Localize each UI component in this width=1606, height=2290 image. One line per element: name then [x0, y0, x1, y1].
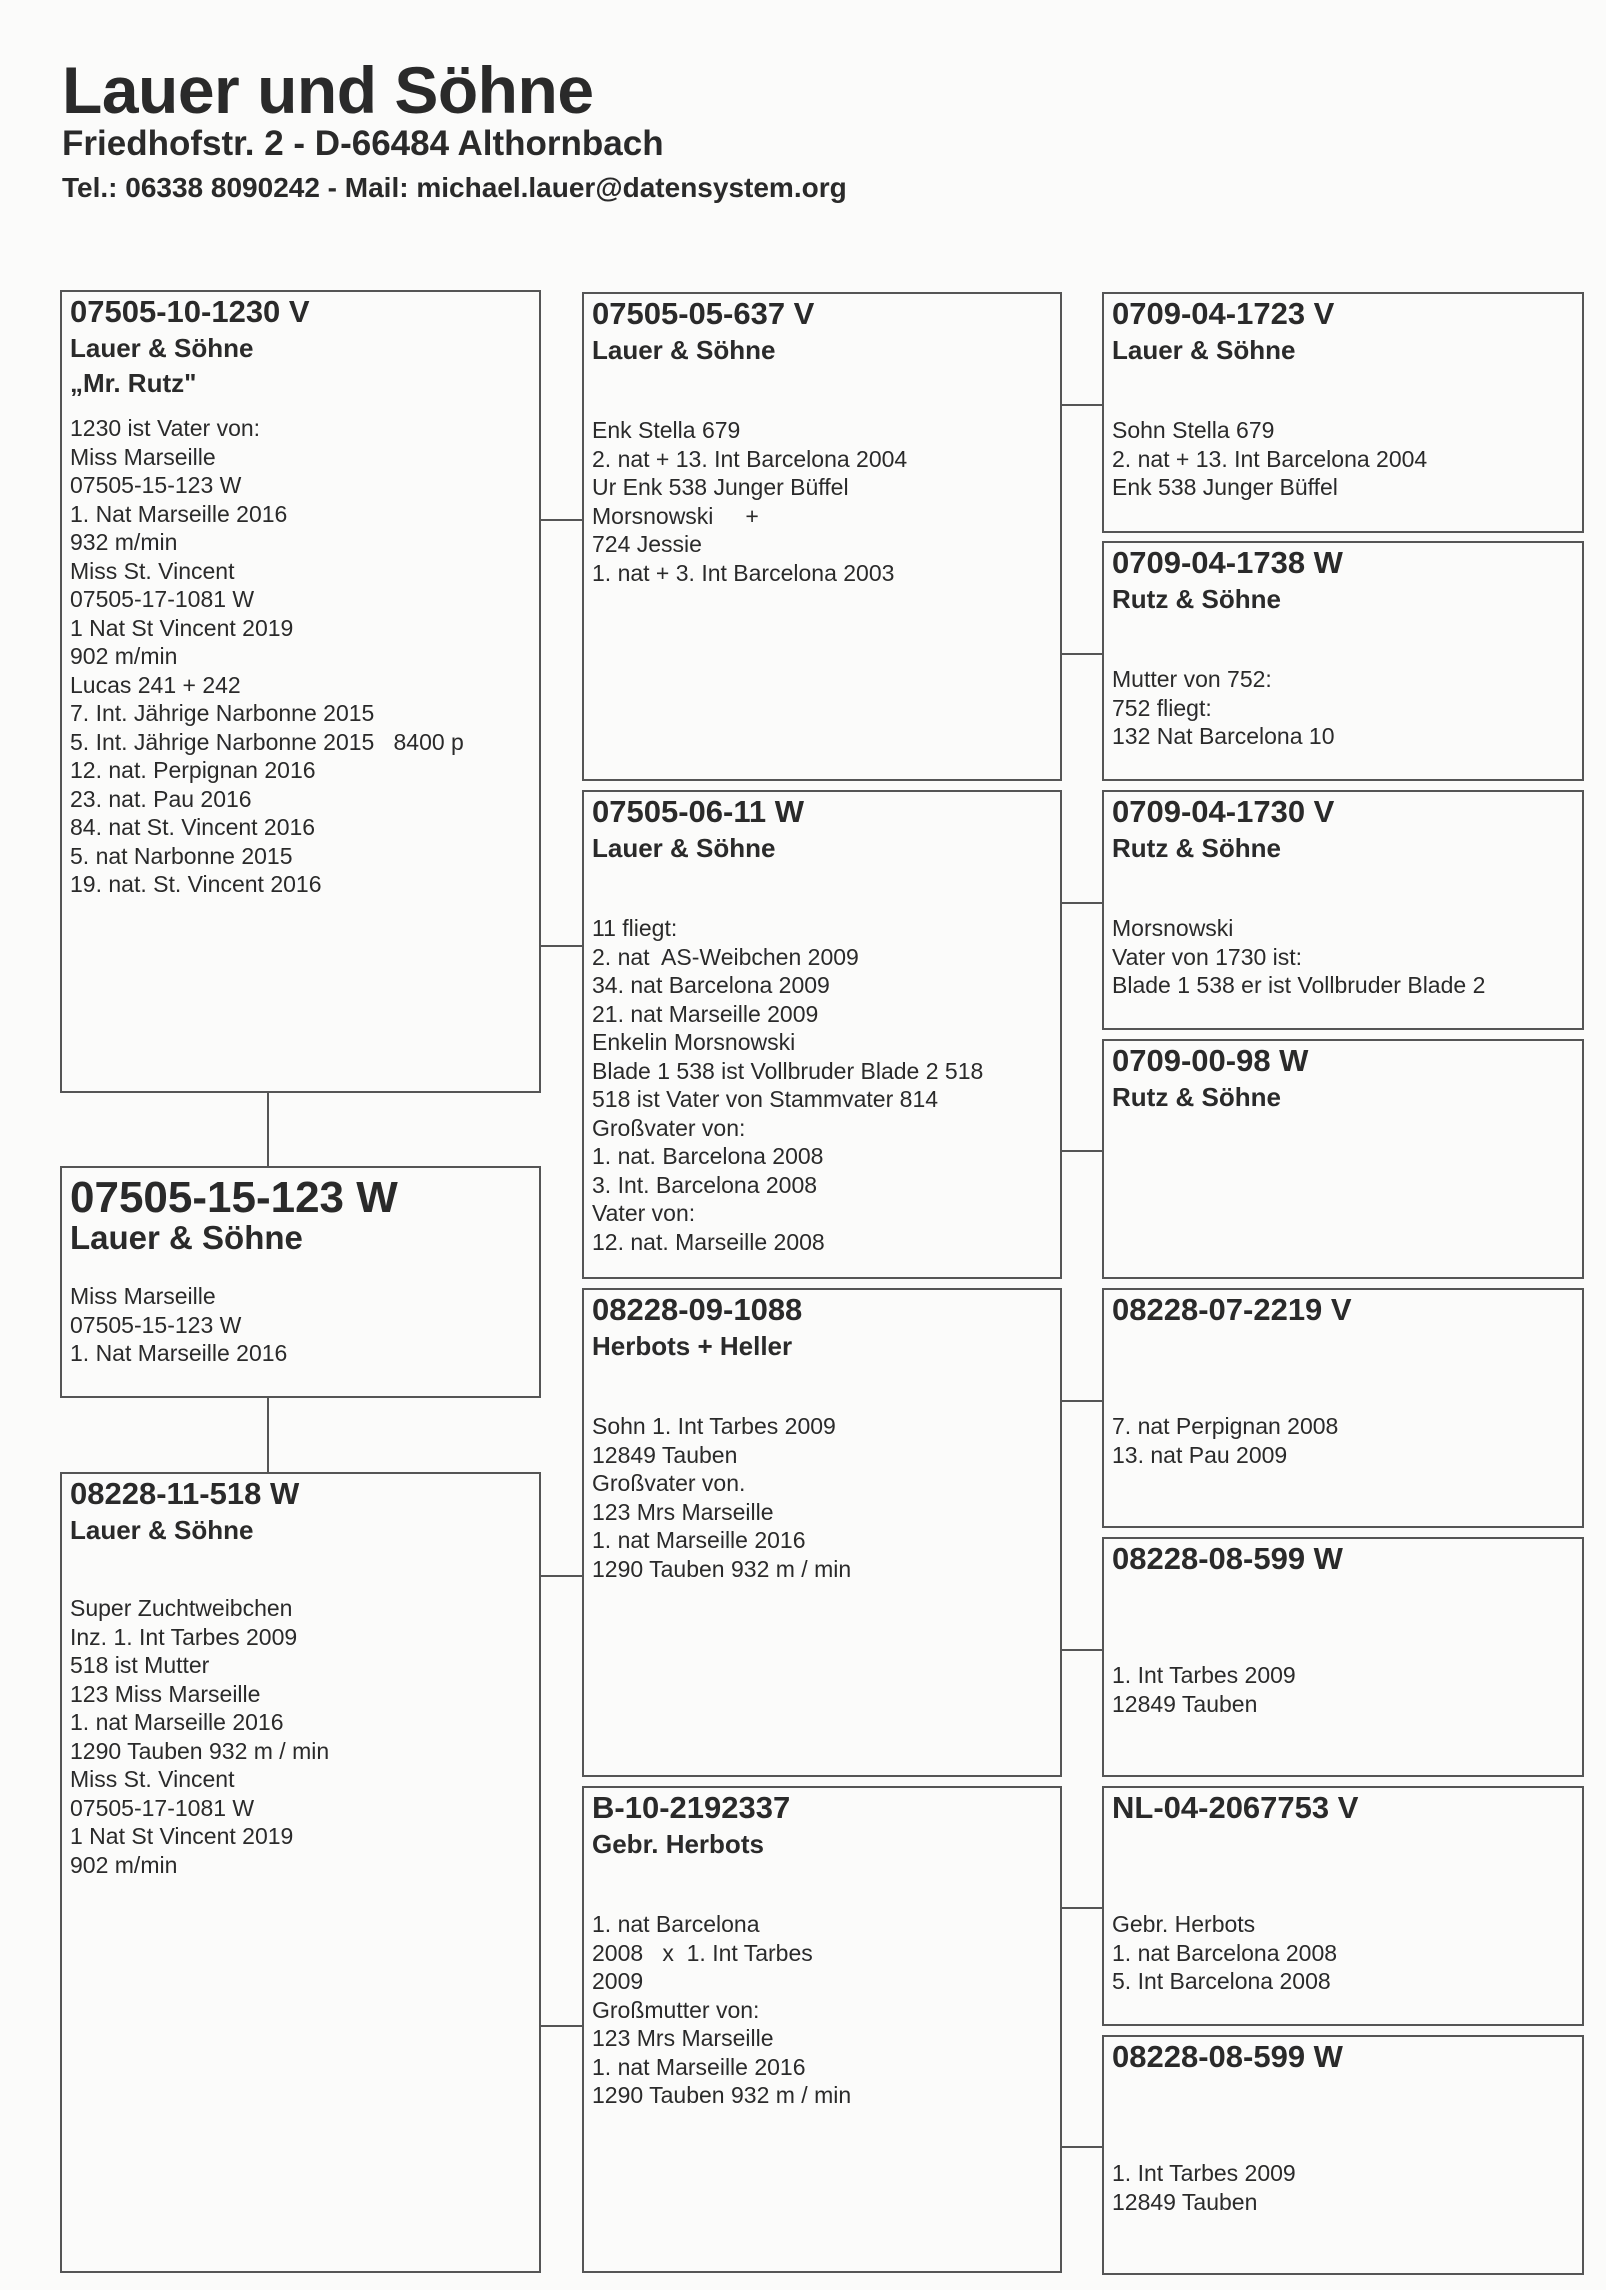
ring-number: 07505-10-1230 V	[70, 294, 310, 329]
note-line: 07505-17-1081 W	[70, 586, 255, 612]
note-line: 902 m/min	[70, 1851, 178, 1878]
note-line: 1 Nat St Vincent 2019	[70, 614, 294, 641]
note-line: Miss Marseille	[70, 1283, 216, 1309]
ring-number: 0709-04-1730 V	[1112, 794, 1335, 829]
note-line: Blade 1 538 er ist Vollbruder Blade 2	[1112, 972, 1486, 998]
note-line: 1. Int Tarbes 2009	[1112, 1662, 1296, 1688]
pedigree-card-great-grandparent	[1102, 2035, 1584, 2275]
notes	[592, 1910, 1052, 2110]
note-line: Morsnowski	[1112, 915, 1234, 941]
connector-line	[1062, 1649, 1102, 1651]
pedigree-card-subject	[60, 1166, 541, 1398]
owner	[1112, 1577, 1574, 1613]
pedigree-card-grandparent	[582, 1786, 1062, 2273]
note-line: Ur Enk 538 Junger Büffel	[592, 474, 849, 500]
note-line: 123 Miss Marseille	[70, 1680, 261, 1707]
connector-line	[1062, 1150, 1102, 1152]
note-line: 12849 Tauben	[1112, 2188, 1258, 2215]
notes	[70, 1282, 531, 1368]
note-line: 132 Nat Barcelona 10	[1112, 723, 1335, 749]
note-line: 07505-15-123 W	[70, 472, 242, 498]
connector-line	[1062, 404, 1102, 406]
note-line: 2. nat + 13. Int Barcelona 2004	[1112, 445, 1428, 472]
note-line: 1. Int Tarbes 2009	[1112, 2160, 1296, 2186]
note-line: 34. nat Barcelona 2009	[592, 972, 830, 998]
note-line: 2. nat + 13. Int Barcelona 2004	[592, 445, 908, 472]
note-line: 123 Mrs Marseille	[592, 1498, 774, 1525]
note-line: 19. nat. St. Vincent 2016	[70, 871, 322, 897]
note-line: 1. nat + 3. Int Barcelona 2003	[592, 559, 895, 586]
ring-number: 08228-07-2219 V	[1112, 1292, 1352, 1327]
note-line: 1. Nat Marseille 2016	[70, 1340, 288, 1366]
owner: Rutz & Söhne	[1112, 833, 1281, 863]
owner	[1112, 1826, 1574, 1862]
note-line: Enkelin Morsnowski	[592, 1029, 796, 1055]
ring-number: 08228-08-599 W	[1112, 1541, 1343, 1576]
note-line: 11 fliegt:	[592, 915, 678, 941]
note-line: Miss St. Vincent	[70, 557, 235, 584]
note-line: 1230 ist Vater von:	[70, 415, 261, 441]
owner: Lauer & Söhne	[592, 335, 776, 365]
note-line: 724 Jessie	[592, 531, 702, 557]
pedigree-card-great-grandparent	[1102, 292, 1584, 533]
notes	[1112, 1910, 1574, 1996]
notes	[1112, 665, 1574, 751]
notes	[1112, 1412, 1574, 1469]
owner: Lauer & Söhne	[1112, 335, 1296, 365]
notes	[70, 414, 531, 899]
connector-line	[267, 1093, 269, 1166]
note-line: Vater von 1730 ist:	[1112, 943, 1303, 970]
note-line: 1. nat Barcelona	[592, 1911, 760, 1937]
notes	[592, 914, 1052, 1256]
connector-line	[1062, 1907, 1102, 1909]
note-line: 12849 Tauben	[592, 1441, 738, 1468]
note-line: 123 Mrs Marseille	[592, 2025, 774, 2051]
note-line: 2008 x 1. Int Tarbes	[592, 1939, 813, 1966]
owner: Gebr. Herbots	[592, 1829, 764, 1859]
note-line: 07505-15-123 W	[70, 1311, 242, 1338]
note-line: Großmutter von:	[592, 1996, 760, 2023]
owner: Rutz & Söhne	[1112, 584, 1281, 614]
owner	[1112, 2075, 1574, 2111]
nickname: „Mr. Rutz"	[70, 368, 197, 398]
pedigree-card-grandparent	[582, 1288, 1062, 1777]
ring-number: B-10-2192337	[592, 1790, 791, 1825]
note-line: Gebr. Herbots	[1112, 1911, 1256, 1937]
ring-number: 07505-05-637 V	[592, 296, 815, 331]
notes	[1112, 416, 1574, 502]
note-line: 21. nat Marseille 2009	[592, 1000, 819, 1027]
note-line: 1. nat Marseille 2016	[592, 1527, 806, 1553]
note-line: Lucas 241 + 242	[70, 671, 241, 698]
note-line: 2009	[592, 1968, 644, 1994]
note-line: Mutter von 752:	[1112, 666, 1272, 692]
connector-line	[541, 945, 582, 947]
note-line: Enk Stella 679	[592, 417, 741, 443]
note-line: 1. nat Barcelona 2008	[1112, 1939, 1338, 1966]
note-line: Sohn Stella 679	[1112, 417, 1275, 443]
connector-line	[1062, 902, 1102, 904]
owner: Rutz & Söhne	[1112, 1082, 1281, 1112]
note-line: 7. nat Perpignan 2008	[1112, 1413, 1339, 1439]
owner: Herbots + Heller	[592, 1331, 793, 1361]
ring-number: 08228-08-599 W	[1112, 2039, 1343, 2074]
note-line: 3. Int. Barcelona 2008	[592, 1171, 818, 1198]
owner: Lauer & Söhne	[592, 833, 776, 863]
note-line: 7. Int. Jährige Narbonne 2015	[70, 700, 375, 726]
note-line: Morsnowski +	[592, 502, 759, 529]
note-line: 2. nat AS-Weibchen 2009	[592, 943, 859, 970]
note-line: 902 m/min	[70, 643, 178, 669]
note-line: 5. Int. Jährige Narbonne 2015 8400 p	[70, 728, 464, 755]
note-line: 1290 Tauben 932 m / min	[592, 1555, 852, 1582]
company-name: Lauer und Söhne	[62, 53, 594, 127]
note-line: Großvater von:	[592, 1114, 746, 1141]
pedigree-card-grandparent	[582, 292, 1062, 781]
owner: Lauer & Söhne	[70, 1219, 303, 1256]
note-line: 07505-17-1081 W	[70, 1794, 255, 1821]
connector-line	[1062, 2146, 1102, 2148]
note-line: Miss Marseille	[70, 443, 216, 470]
pedigree-card-great-grandparent	[1102, 1039, 1584, 1279]
note-line: 1 Nat St Vincent 2019	[70, 1823, 294, 1849]
notes	[592, 1412, 1052, 1583]
notes	[1112, 914, 1574, 1000]
pedigree-card-great-grandparent	[1102, 541, 1584, 781]
note-line: 518 ist Vater von Stammvater 814	[592, 1086, 939, 1112]
company-address: Friedhofstr. 2 - D-66484 Althornbach	[62, 124, 664, 163]
connector-line	[1062, 1400, 1102, 1402]
ring-number: 07505-06-11 W	[592, 794, 804, 829]
connector-line	[541, 519, 582, 521]
company-contact: Tel.: 06338 8090242 - Mail: michael.lauer@datensystem.org	[62, 172, 847, 203]
note-line: Blade 1 538 ist Vollbruder Blade 2 518	[592, 1057, 984, 1084]
pedigree-card-great-grandparent	[1102, 1786, 1584, 2026]
connector-line	[541, 1575, 582, 1577]
note-line: 932 m/min	[70, 529, 178, 555]
note-line: 12. nat. Perpignan 2016	[70, 757, 316, 783]
note-line: 13. nat Pau 2009	[1112, 1441, 1288, 1468]
pedigree-card-great-grandparent	[1102, 1537, 1584, 1777]
notes	[1112, 2159, 1574, 2216]
note-line: 518 ist Mutter	[70, 1652, 210, 1678]
notes	[70, 1594, 531, 1879]
ring-number: NL-04-2067753 V	[1112, 1790, 1359, 1825]
note-line: 1. nat Marseille 2016	[592, 2053, 806, 2080]
note-line: 1. nat. Barcelona 2008	[592, 1143, 824, 1169]
note-line: 5. Int Barcelona 2008	[1112, 1968, 1331, 1994]
note-line: 84. nat St. Vincent 2016	[70, 814, 316, 840]
note-line: 12849 Tauben	[1112, 1690, 1258, 1717]
ring-number: 07505-15-123 W	[70, 1173, 398, 1222]
connector-line	[1062, 653, 1102, 655]
note-line: Enk 538 Junger Büffel	[1112, 474, 1338, 500]
ring-number: 0709-04-1738 W	[1112, 545, 1343, 580]
pedigree-card-sire	[60, 290, 541, 1093]
ring-number: 08228-11-518 W	[70, 1476, 300, 1511]
note-line: Inz. 1. Int Tarbes 2009	[70, 1623, 298, 1650]
pedigree-card-grandparent	[582, 790, 1062, 1279]
pedigree-card-dam	[60, 1472, 541, 2273]
ring-number: 0709-00-98 W	[1112, 1043, 1309, 1078]
note-line: Sohn 1. Int Tarbes 2009	[592, 1413, 836, 1439]
note-line: 1290 Tauben 932 m / min	[592, 2082, 852, 2108]
note-line: Miss St. Vincent	[70, 1766, 235, 1792]
note-line: 12. nat. Marseille 2008	[592, 1228, 825, 1255]
connector-line	[541, 2025, 582, 2027]
note-line: 752 fliegt:	[1112, 694, 1212, 721]
note-line: Großvater von.	[592, 1470, 746, 1496]
notes	[592, 416, 1052, 587]
note-line: 1. Nat Marseille 2016	[70, 500, 288, 527]
note-line: Super Zuchtweibchen	[70, 1595, 293, 1621]
note-line: Vater von:	[592, 1200, 696, 1226]
notes	[1112, 1661, 1574, 1718]
ring-number: 0709-04-1723 V	[1112, 296, 1335, 331]
pedigree-card-great-grandparent	[1102, 790, 1584, 1030]
note-line: 1290 Tauben 932 m / min	[70, 1737, 330, 1764]
note-line: 1. nat Marseille 2016	[70, 1709, 284, 1735]
owner	[1112, 1328, 1574, 1364]
owner: Lauer & Söhne	[70, 333, 254, 363]
ring-number: 08228-09-1088	[592, 1292, 803, 1327]
owner: Lauer & Söhne	[70, 1515, 254, 1545]
connector-line	[267, 1398, 269, 1472]
note-line: 23. nat. Pau 2016	[70, 785, 252, 812]
pedigree-card-great-grandparent	[1102, 1288, 1584, 1528]
note-line: 5. nat Narbonne 2015	[70, 842, 293, 869]
